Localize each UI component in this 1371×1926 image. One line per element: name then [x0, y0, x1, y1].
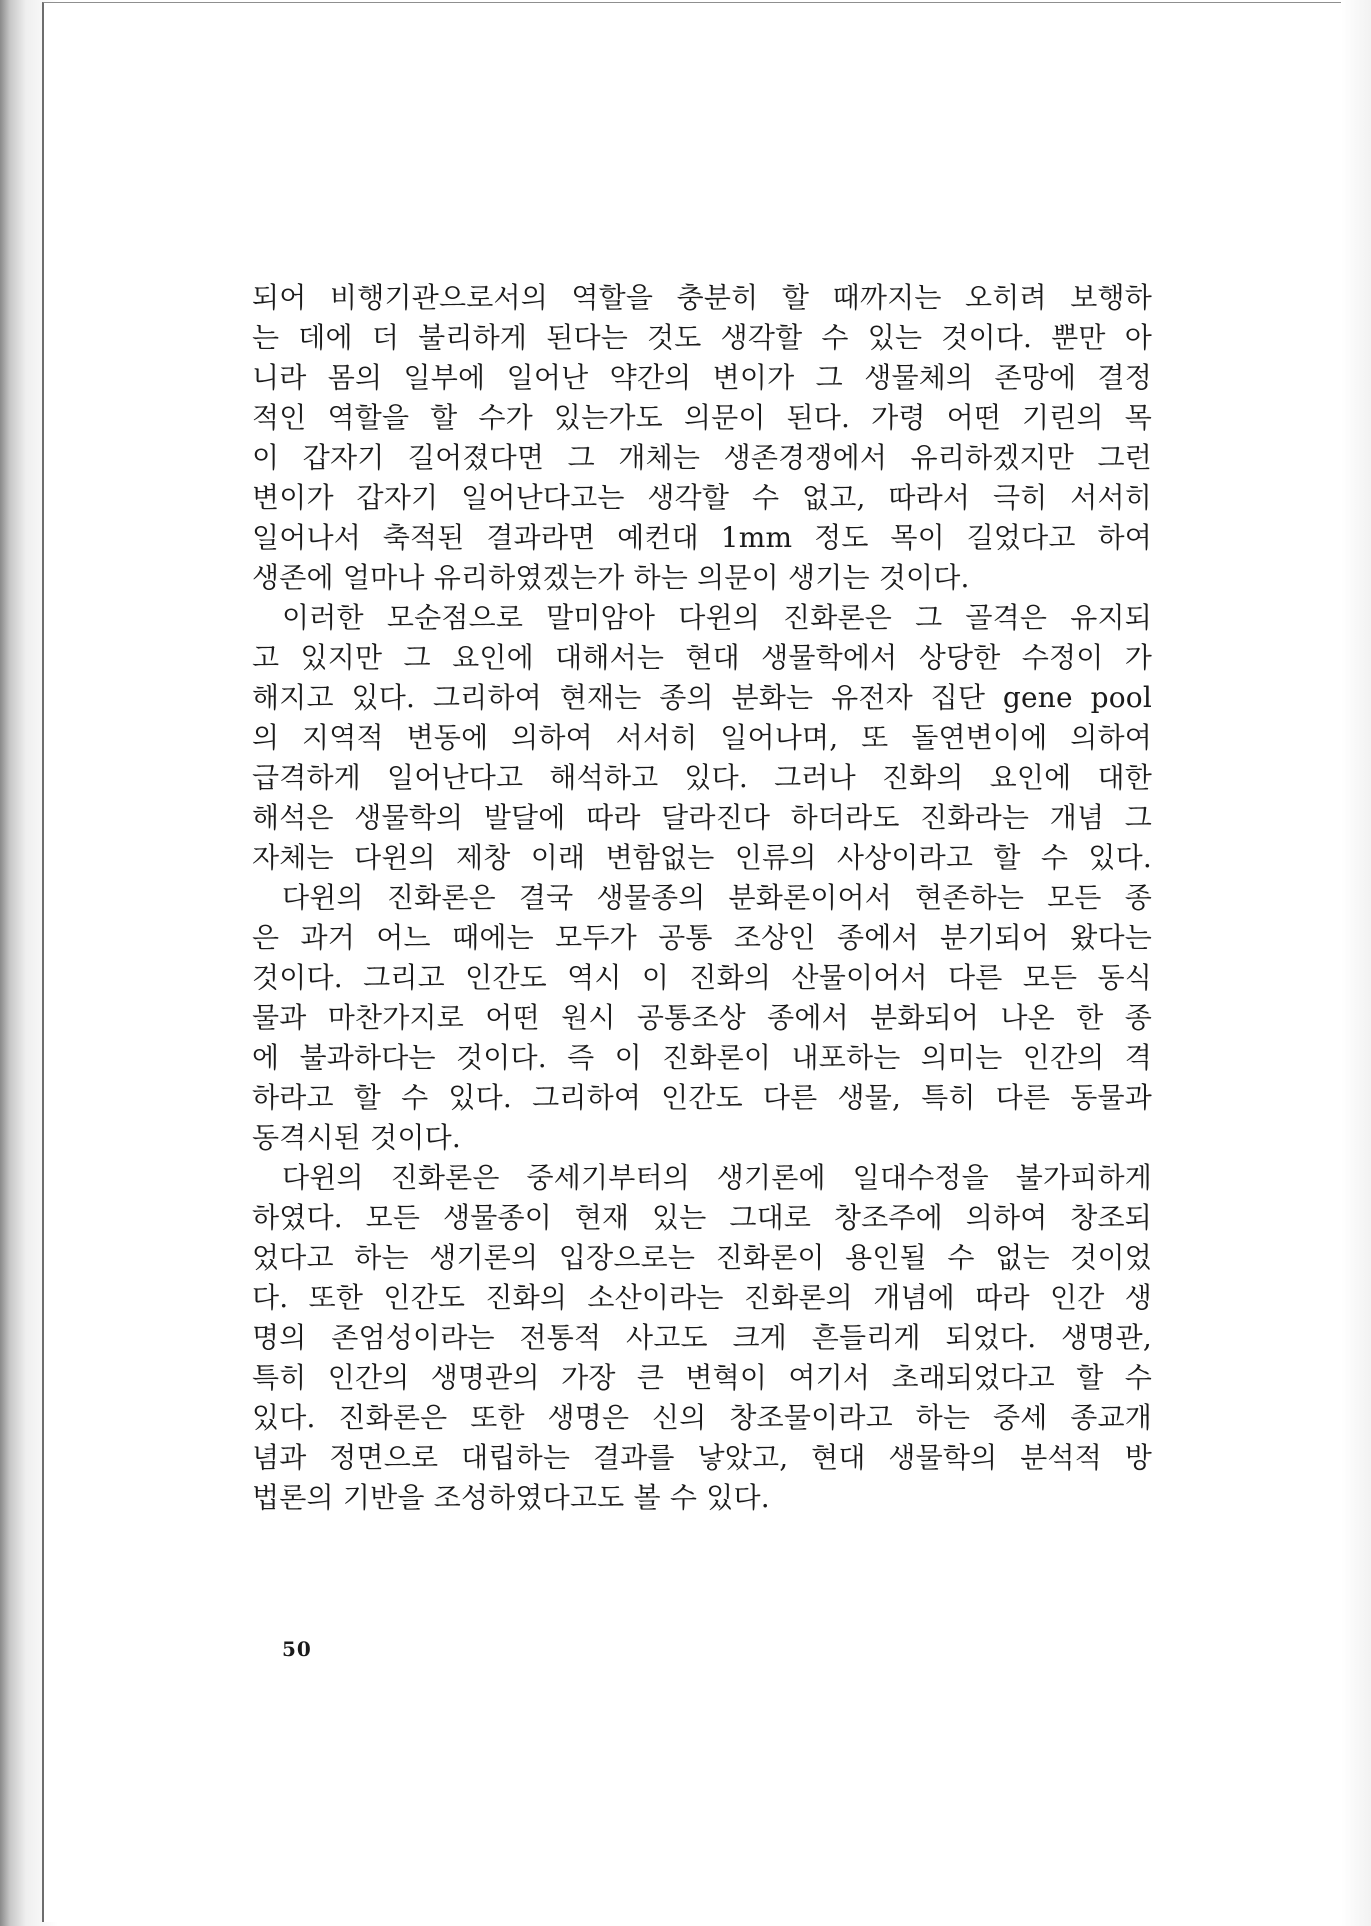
text-line: 해석은 생물학의 발달에 따라 달라진다 하더라도 진화라는 개념 그 — [252, 801, 1152, 834]
text-line: 법론의 기반을 조성하였다고도 볼 수 있다. — [252, 1481, 770, 1514]
text-line: 의 지역적 변동에 의하여 서서히 일어나며, 또 돌연변이에 의하여 — [252, 721, 1152, 754]
text-line: 되어 비행기관으로서의 역할을 충분히 할 때까지는 오히려 보행하 — [252, 281, 1152, 314]
text-line: 생존에 얼마나 유리하였겠는가 하는 의문이 생기는 것이다. — [252, 561, 970, 594]
page-number: 50 — [282, 1637, 312, 1661]
text-line: 동격시된 것이다. — [252, 1121, 461, 1154]
text-line: 하라고 할 수 있다. 그리하여 인간도 다른 생물, 특히 다른 동물과 — [252, 1081, 1152, 1114]
text-line: 은 과거 어느 때에는 모두가 공통 조상인 종에서 분기되어 왔다는 — [252, 921, 1152, 954]
text-line: 다. 또한 인간도 진화의 소산이라는 진화론의 개념에 따라 인간 생 — [252, 1281, 1152, 1314]
text-line: 있다. 진화론은 또한 생명은 신의 창조물이라고 하는 중세 종교개 — [252, 1401, 1152, 1434]
text-line: 변이가 갑자기 일어난다고는 생각할 수 없고, 따라서 극히 서서히 — [252, 481, 1152, 514]
text-line: 적인 역할을 할 수가 있는가도 의문이 된다. 가령 어떤 기린의 목 — [252, 401, 1152, 434]
body-text — [252, 278, 1152, 1518]
text-line: 자체는 다윈의 제창 이래 변함없는 인류의 사상이라고 할 수 있다. — [252, 841, 1152, 874]
text-line: 고 있지만 그 요인에 대해서는 현대 생물학에서 상당한 수정이 가 — [252, 641, 1152, 674]
text-line: 었다고 하는 생기론의 입장으로는 진화론이 용인될 수 없는 것이었 — [252, 1241, 1152, 1274]
text-line: 념과 정면으로 대립하는 결과를 낳았고, 현대 생물학의 분석적 방 — [252, 1441, 1152, 1474]
text-line: 명의 존엄성이라는 전통적 사고도 크게 흔들리게 되었다. 생명관, — [252, 1321, 1152, 1354]
page-edge-shadow — [1341, 0, 1371, 1926]
text-line: 에 불과하다는 것이다. 즉 이 진화론이 내포하는 의미는 인간의 격 — [252, 1041, 1152, 1074]
text-line: 것이다. 그리고 인간도 역시 이 진화의 산물이어서 다른 모든 동식 — [252, 961, 1152, 994]
text-line: 니라 몸의 일부에 일어난 약간의 변이가 그 생물체의 존망에 결정 — [252, 361, 1152, 394]
text-line: 다윈의 진화론은 결국 생물종의 분화론이어서 현존하는 모든 종 — [282, 881, 1152, 914]
text-line: 이 갑자기 길어졌다면 그 개체는 생존경쟁에서 유리하겠지만 그런 — [252, 441, 1152, 474]
text-line: 하였다. 모든 생물종이 현재 있는 그대로 창조주에 의하여 창조되 — [252, 1201, 1152, 1234]
text-line: 급격하게 일어난다고 해석하고 있다. 그러나 진화의 요인에 대한 — [252, 761, 1152, 794]
text-line: 일어나서 축적된 결과라면 예컨대 1mm 정도 목이 길었다고 하여 — [252, 521, 1152, 554]
text-line: 다윈의 진화론은 중세기부터의 생기론에 일대수정을 불가피하게 — [282, 1161, 1152, 1194]
text-line: 특히 인간의 생명관의 가장 큰 변혁이 여기서 초래되었다고 할 수 — [252, 1361, 1152, 1394]
text-line: 해지고 있다. 그리하여 현재는 종의 분화는 유전자 집단 gene pool — [252, 681, 1152, 714]
text-line: 이러한 모순점으로 말미암아 다윈의 진화론은 그 골격은 유지되 — [282, 601, 1152, 634]
text-line: 물과 마찬가지로 어떤 원시 공통조상 종에서 분화되어 나온 한 종 — [252, 1001, 1152, 1034]
text-line: 는 데에 더 불리하게 된다는 것도 생각할 수 있는 것이다. 뿐만 아 — [252, 321, 1152, 354]
